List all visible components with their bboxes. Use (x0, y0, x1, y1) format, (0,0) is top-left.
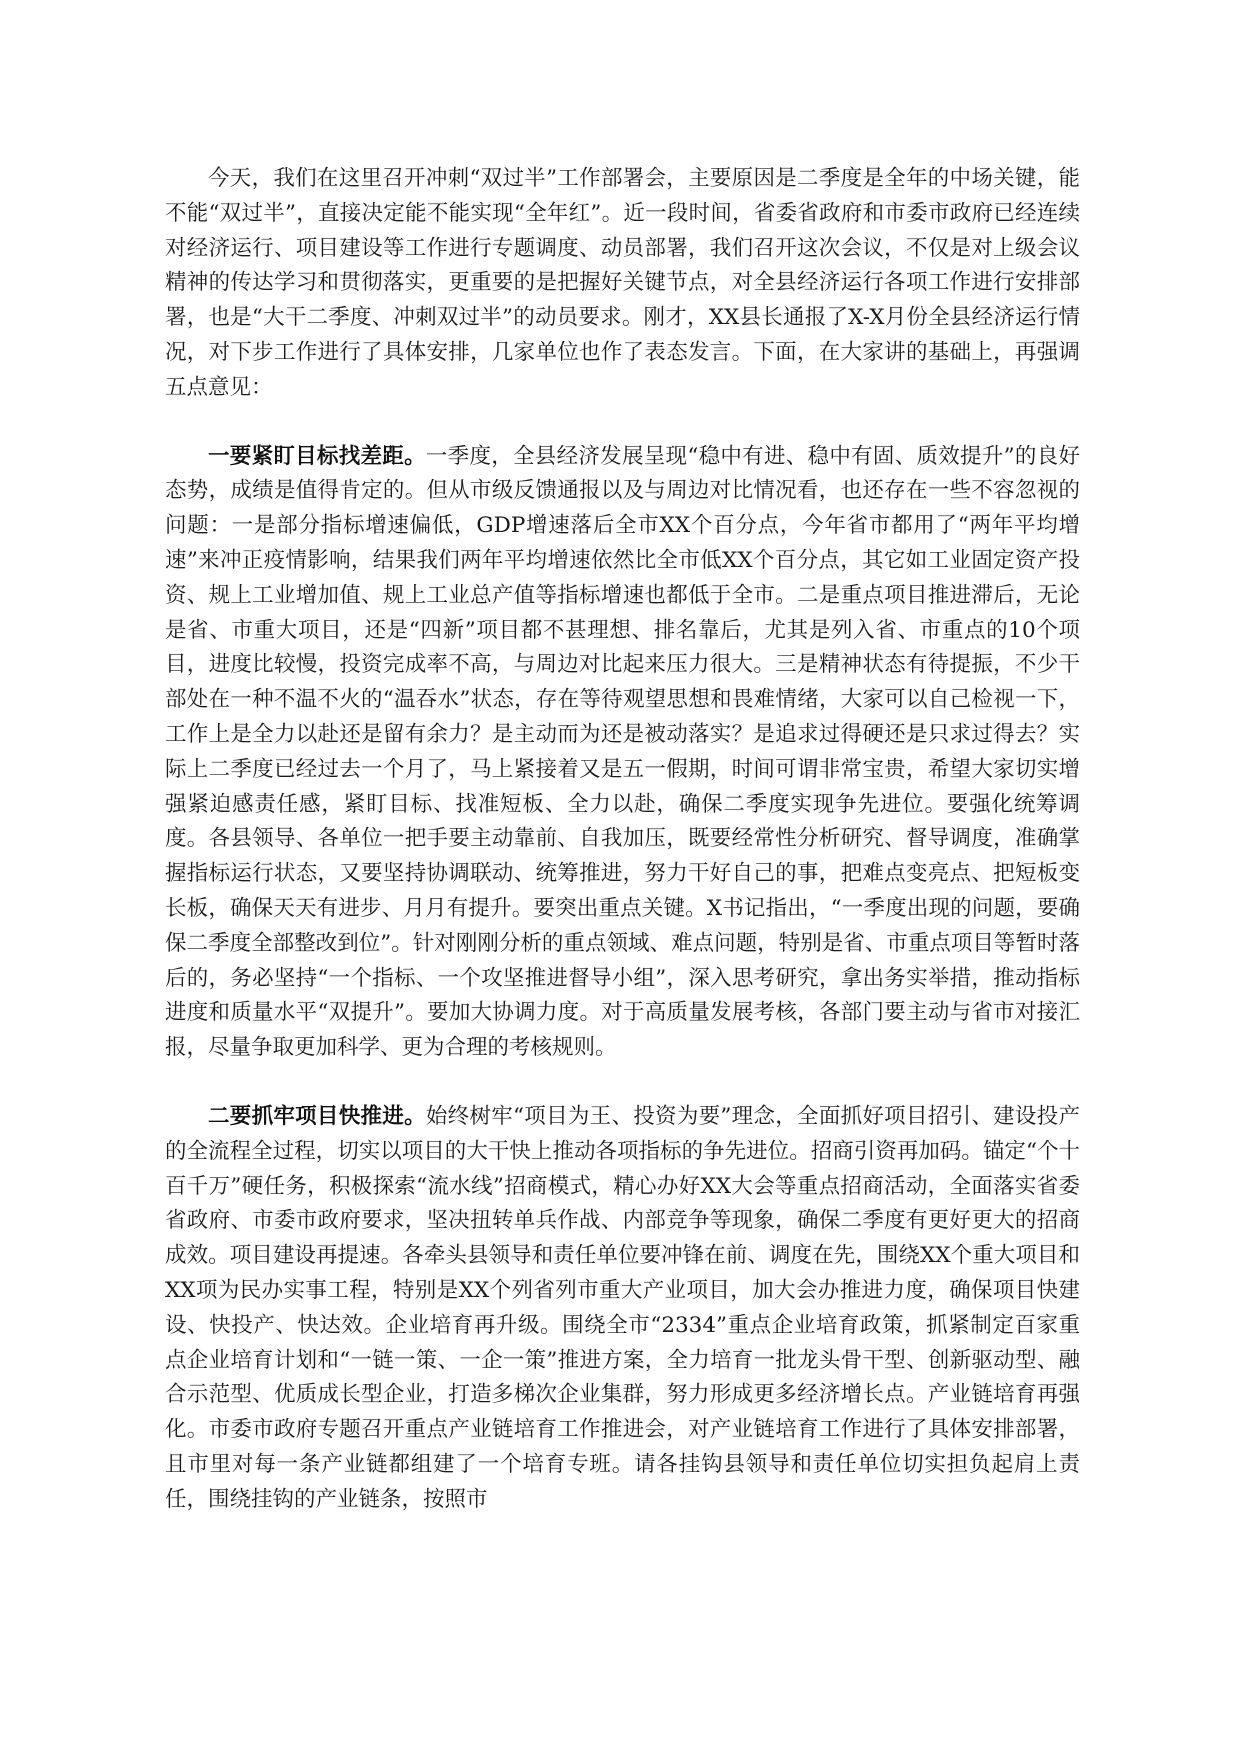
document-body (165, 162, 1080, 1517)
paragraph-lead: 一要紧盯目标找差距。 (208, 443, 426, 469)
paragraph-point-one (165, 440, 1080, 1066)
paragraph-text: 始终树牢“项目为王、投资为要”理念，全面抓好项目招引、建设投产的全流程全过程，切实以项目的大干快上推动各项指标的争先进位。招商引资再加码。锚定“个十百千万”硬任务，积极探索“流水线”招商模式，精心办好XX大会等重点招商活动，全面落实省委省政府、市委市政府要求，坚决扭转单兵作战、内部竞争等现象，确保二季度有更好更大的招商成效。项目建设再提速。各牵头县领导和责任单位要冲锋在前、调度在先，围绕XX个重大项目和XX项为民办实事工程，特别是XX个列省列市重大产业项目，加大会办推进力度，确保项目快建设、快投产、快达效。企业培育再升级。围绕全市“2334”重点企业培育政策，抓紧制定百家重点企业培育计划和“一链一策、一企一策”推进方案，全力培育一批龙头骨干型、创新驱动型、融合示范型、优质成长型企业，打造多梯次企业集群，努力形成更多经济增长点。产业链培育再强化。市委市政府专题召开重点产业链培育工作推进会，对产业链培育工作进行了具体安排部署，且市里对每一条产业链都组建了一个培育专班。请各挂钩县领导和责任单位切实担负起肩上责任，围绕挂钩的产业链条，按照市 (165, 1103, 1080, 1512)
paragraph-lead: 二要抓牢项目快推进。 (208, 1103, 426, 1129)
paragraph-text: 今天，我们在这里召开冲刺“双过半”工作部署会，主要原因是二季度是全年的中场关键，能不能“双过半”，直接决定能不能实现“全年红”。近一段时间，省委省政府和市委市政府已经连续对经济运行、项目建设等工作进行专题调度、动员部署，我们召开这次会议，不仅是对上级会议精神的传达学习和贯彻落实，更重要的是把握好关键节点，对全县经济运行各项工作进行安排部署，也是“大干二季度、冲刺双过半”的动员要求。刚才，XX县长通报了X-X月份全县经济运行情况，对下步工作进行了具体安排，几家单位也作了表态发言。下面，在大家讲的基础上，再强调五点意见： (165, 166, 1080, 400)
paragraph-text: 一季度，全县经济发展呈现“稳中有进、稳中有固、质效提升”的良好态势，成绩是值得肯定的。但从市级反馈通报以及与周边对比情况看，也还存在一些不容忽视的问题：一是部分指标增速偏低，GDP增速落后全市XX个百分点，今年省市都用了“两年平均增速”来冲正疫情影响，结果我们两年平均增速依然比全市低XX个百分点，其它如工业固定资产投资、规上工业增加值、规上工业总产值等指标增速也都低于全市。二是重点项目推进滞后，无论是省、市重大项目，还是“四新”项目都不甚理想、排名靠后，尤其是列入省、市重点的10个项目，进度比较慢，投资完成率不高，与周边对比起来压力很大。三是精神状态有待提振，不少干部处在一种不温不火的“温吞水”状态，存在等待观望思想和畏难情绪，大家可以自己检视一下，工作上是全力以赴还是留有余力？是主动而为还是被动落实？是追求过得硬还是只求过得去？实际上二季度已经过去一个月了，马上紧接着又是五一假期，时间可谓非常宝贵，希望大家切实增强紧迫感责任感，紧盯目标、找准短板、全力以赴，确保二季度实现争先进位。要强化统筹调度。各县领导、各单位一把手要主动靠前、自我加压，既要经常性分析研究、督导调度，准确掌握指标运行状态，又要坚持协调联动、统筹推进，努力干好自己的事，把难点变亮点、把短板变长板，确保天天有进步、月月有提升。要突出重点关键。X书记指出，“一季度出现的问题，要确保二季度全部整改到位”。针对刚刚分析的重点领域、难点问题，特别是省、市重点项目等暂时落后的，务必坚持“一个指标、一个攻坚推进督导小组”，深入思考研究，拿出务实举措，推动指标进度和质量水平“双提升”。要加大协调力度。对于高质量发展考核，各部门要主动与省市对接汇报，尽量争取更加科学、更为合理的考核规则。 (165, 443, 1080, 1061)
paragraph-point-two (165, 1100, 1080, 1518)
paragraph-intro (165, 162, 1080, 406)
